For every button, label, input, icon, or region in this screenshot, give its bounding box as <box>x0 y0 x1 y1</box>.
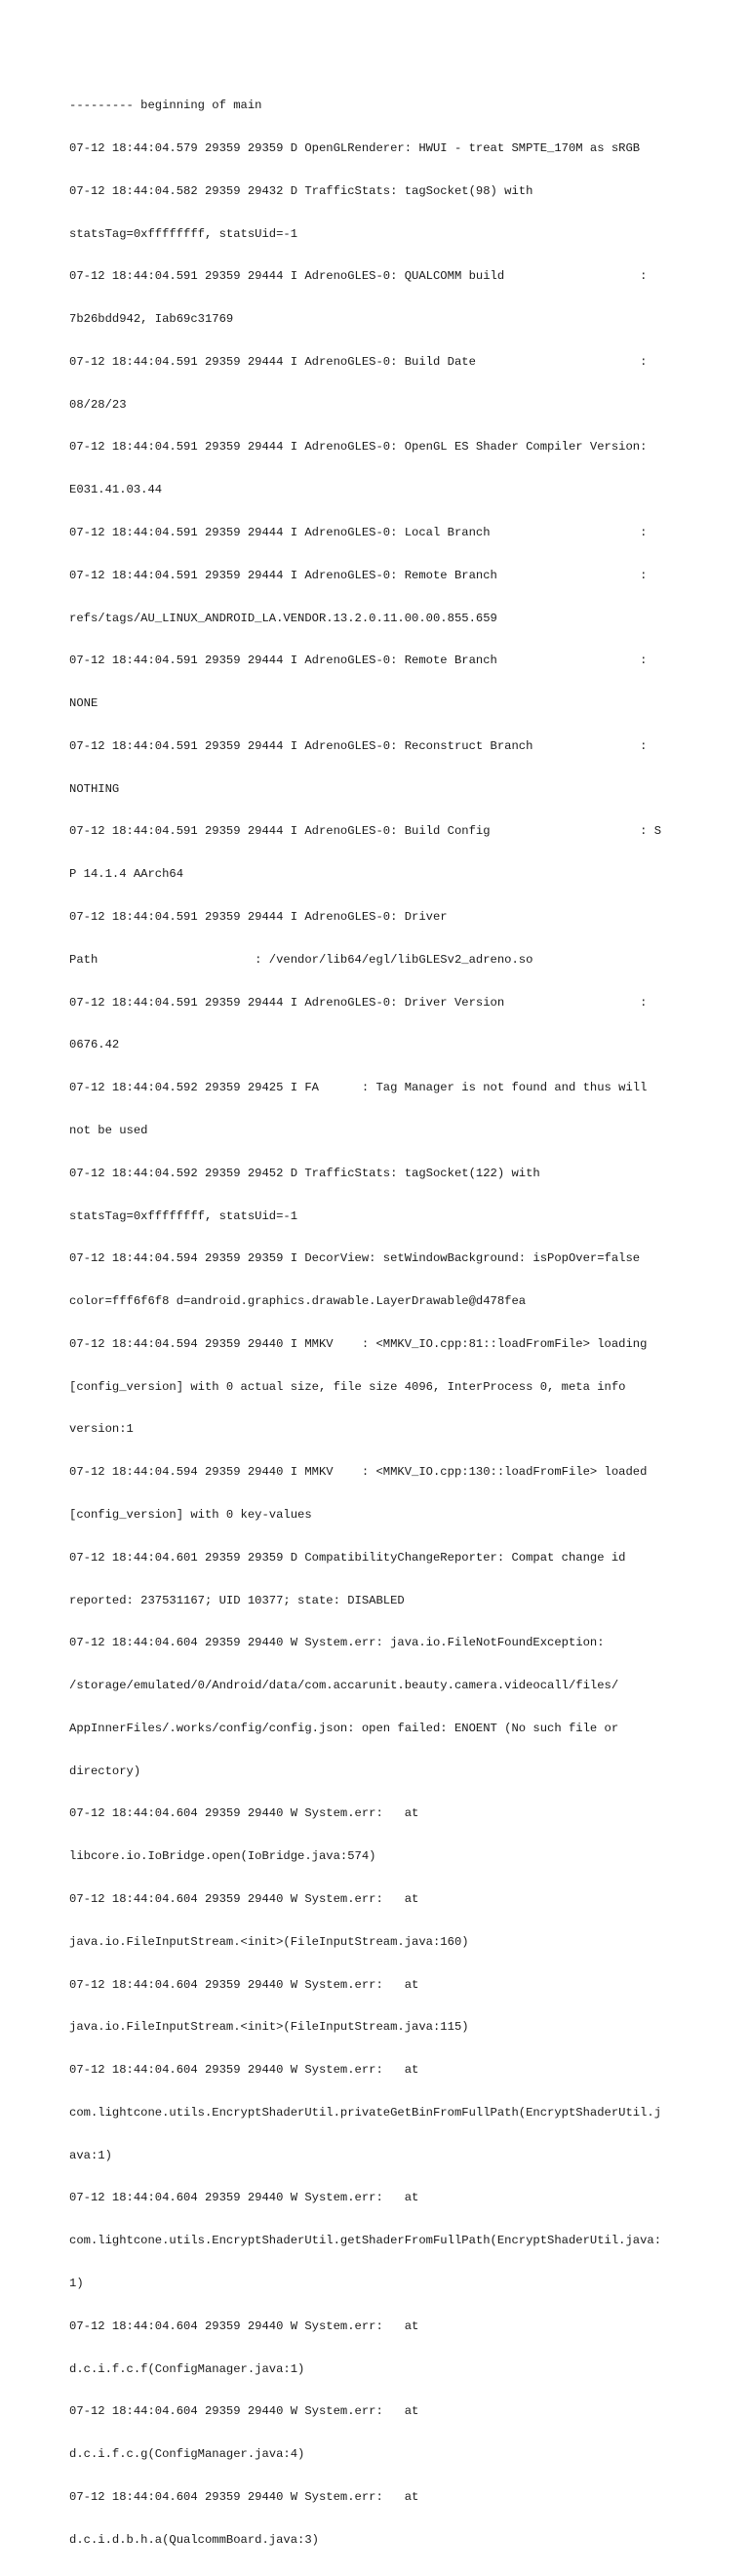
log-line: 08/28/23 <box>69 397 127 412</box>
log-line: 07-12 18:44:04.591 29359 29444 I AdrenoGLES-0: OpenGL ES Shader Compiler Version: <box>69 440 648 455</box>
log-line: 07-12 18:44:04.604 29359 29440 W System.err: at <box>69 1892 419 1906</box>
log-line: /storage/emulated/0/Android/data/com.accarunit.beauty.camera.videocall/files/ <box>69 1679 619 1693</box>
log-line: d.c.i.f.c.g(ConfigManager.java:4) <box>69 2447 305 2462</box>
log-line: 07-12 18:44:04.604 29359 29440 W System.err: at <box>69 2063 419 2078</box>
log-line: java.io.FileInputStream.<init>(FileInputStream.java:115) <box>69 2020 469 2035</box>
log-line: not be used <box>69 1123 148 1137</box>
log-line: 07-12 18:44:04.591 29359 29444 I AdrenoGLES-0: Driver Version : <box>69 995 648 1010</box>
log-line: 07-12 18:44:04.591 29359 29444 I AdrenoGLES-0: QUALCOMM build : <box>69 269 648 284</box>
log-line: 07-12 18:44:04.591 29359 29444 I AdrenoGLES-0: Build Date : <box>69 354 648 369</box>
log-line: --------- beginning of main <box>69 99 262 113</box>
log-line: 07-12 18:44:04.592 29359 29425 I FA : Tag Manager is not found and thus will <box>69 1081 648 1095</box>
log-line: 07-12 18:44:04.594 29359 29440 I MMKV : <MMKV_IO.cpp:130::loadFromFile> loaded <box>69 1465 648 1480</box>
log-line: libcore.io.IoBridge.open(IoBridge.java:574) <box>69 1849 376 1864</box>
log-line: 07-12 18:44:04.594 29359 29440 I MMKV : <MMKV_IO.cpp:81::loadFromFile> loading <box>69 1336 648 1351</box>
log-line: java.io.FileInputStream.<init>(FileInputStream.java:160) <box>69 1934 469 1949</box>
log-line: color=fff6f6f8 d=android.graphics.drawable.LayerDrawable@d478fea <box>69 1294 527 1309</box>
log-line: Path : /vendor/lib64/egl/libGLESv2_adreno.so <box>69 952 533 967</box>
log-line: 0676.42 <box>69 1038 120 1052</box>
log-line: reported: 237531167; UID 10377; state: DISABLED <box>69 1593 405 1607</box>
log-line: 07-12 18:44:04.582 29359 29432 D TrafficStats: tagSocket(98) with <box>69 183 533 198</box>
log-line: [config_version] with 0 actual size, file size 4096, InterProcess 0, meta info <box>69 1379 626 1394</box>
log-line: com.lightcone.utils.EncryptShaderUtil.privateGetBinFromFullPath(EncryptShaderUtil.j <box>69 2105 662 2120</box>
log-line: 07-12 18:44:04.592 29359 29452 D TrafficStats: tagSocket(122) with <box>69 1166 540 1180</box>
log-line: AppInnerFiles/.works/config/config.json: open failed: ENOENT (No such file or <box>69 1721 619 1735</box>
log-line: NONE <box>69 696 99 711</box>
log-line: 07-12 18:44:04.591 29359 29444 I AdrenoGLES-0: Reconstruct Branch : <box>69 738 648 753</box>
log-line: 07-12 18:44:04.604 29359 29440 W System.err: at <box>69 2318 419 2333</box>
log-line: 07-12 18:44:04.601 29359 29359 D CompatibilityChangeReporter: Compat change id <box>69 1550 626 1565</box>
log-line: 07-12 18:44:04.591 29359 29444 I AdrenoGLES-0: Local Branch : <box>69 526 648 539</box>
log-line: 07-12 18:44:04.604 29359 29440 W System.err: at <box>69 2489 419 2504</box>
log-line: [config_version] with 0 key-values <box>69 1507 312 1522</box>
log-line: 07-12 18:44:04.604 29359 29440 W System.err: at <box>69 2404 419 2419</box>
log-line: 07-12 18:44:04.604 29359 29440 W System.err: at <box>69 2191 419 2205</box>
log-line: statsTag=0xffffffff, statsUid=-1 <box>69 1209 298 1223</box>
log-line: 07-12 18:44:04.604 29359 29440 W System.err: java.io.FileNotFoundException: <box>69 1636 605 1650</box>
log-line: 07-12 18:44:04.594 29359 29359 I DecorView: setWindowBackground: isPopOver=false <box>69 1251 641 1266</box>
log-line: version:1 <box>69 1422 134 1437</box>
log-line: statsTag=0xffffffff, statsUid=-1 <box>69 226 298 241</box>
log-line: 7b26bdd942, Iab69c31769 <box>69 312 234 327</box>
log-line: 07-12 18:44:04.604 29359 29440 W System.err: at <box>69 1806 419 1821</box>
log-line: 07-12 18:44:04.579 29359 29359 D OpenGLRenderer: HWUI - treat SMPTE_170M as sRGB <box>69 140 641 155</box>
log-line: d.c.i.f.c.f(ConfigManager.java:1) <box>69 2361 305 2376</box>
log-line: P 14.1.4 AArch64 <box>69 867 184 882</box>
log-line: directory) <box>69 1764 141 1778</box>
log-line: E031.41.03.44 <box>69 483 163 497</box>
log-line: 07-12 18:44:04.604 29359 29440 W System.err: at <box>69 1977 419 1992</box>
log-line: refs/tags/AU_LINUX_ANDROID_LA.VENDOR.13.2.0.11.00.00.855.659 <box>69 611 497 625</box>
log-line: 07-12 18:44:04.591 29359 29444 I AdrenoGLES-0: Driver <box>69 910 448 925</box>
log-line: 07-12 18:44:04.591 29359 29444 I AdrenoGLES-0: Build Config : S <box>69 824 662 839</box>
log-line: d.c.i.d.b.h.a(QualcommBoard.java:3) <box>69 2532 319 2547</box>
log-line: NOTHING <box>69 781 120 796</box>
log-line: ava:1) <box>69 2148 112 2162</box>
log-line: 07-12 18:44:04.591 29359 29444 I AdrenoGLES-0: Remote Branch : <box>69 654 648 668</box>
log-text <box>69 70 693 2576</box>
log-line: com.lightcone.utils.EncryptShaderUtil.getShaderFromFullPath(EncryptShaderUtil.java: <box>69 2234 662 2248</box>
log-line: 07-12 18:44:04.591 29359 29444 I AdrenoGLES-0: Remote Branch : <box>69 568 648 582</box>
log-line: 1) <box>69 2277 84 2291</box>
